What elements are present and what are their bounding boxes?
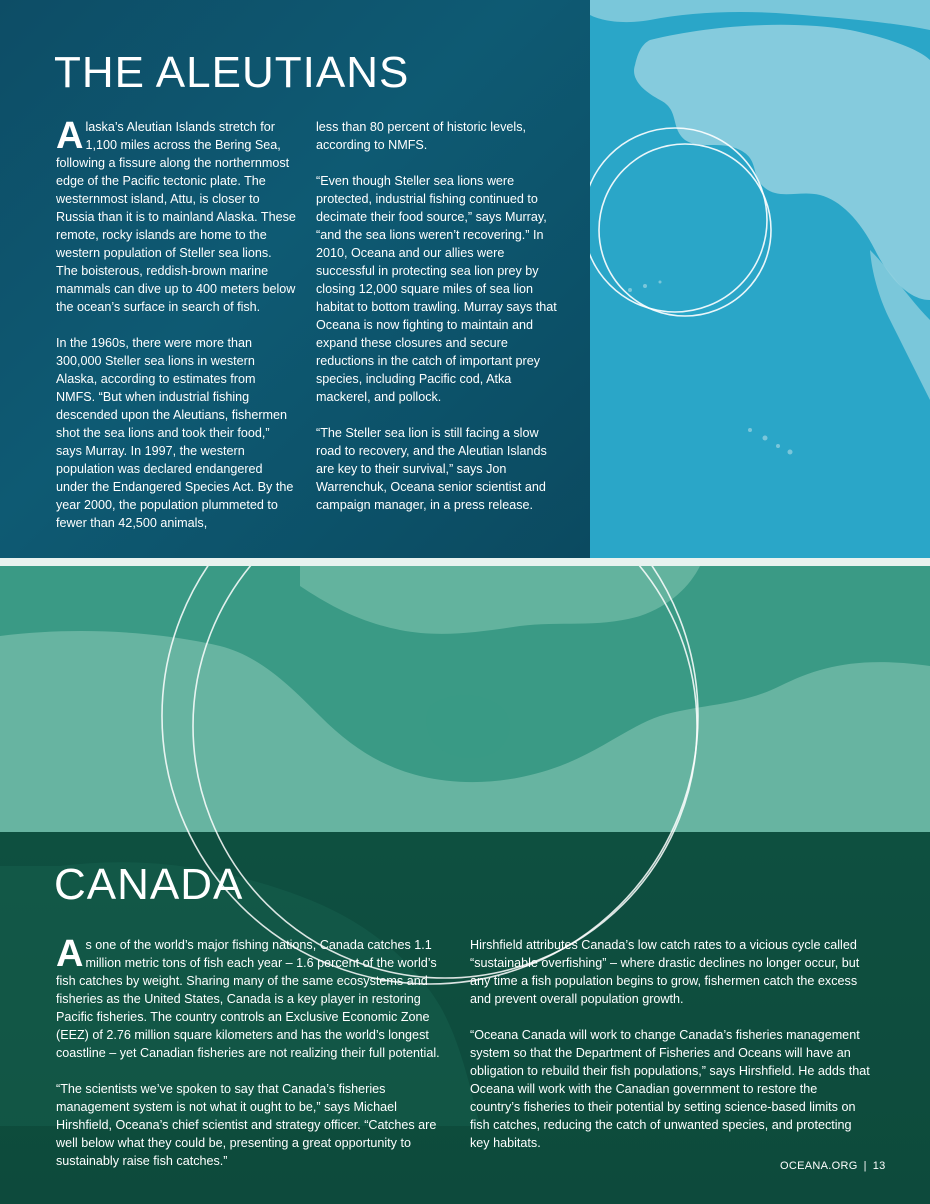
alaska-map-image: [590, 0, 930, 558]
aleutians-section: [0, 0, 930, 558]
aleutians-dropcap: A: [56, 115, 84, 157]
aleutians-paragraph-3: less than 80 percent of historic levels, according to NMFS.: [316, 120, 527, 152]
aleutians-paragraph-4: “Even though Steller sea lions were protected, industrial fishing continued to decimate their food source,” says Murray, “and the sea lions weren’t recovering.” In 2010, Oceana and our allies were successful in protecting sea lion prey by closing 12,000 square miles of sea lion habitat to bottom trawling. Murray says that Oceana is now fighting to maintain and expand these closures and secure reductions in the catch of important prey species, including Pacific cod, Atka mackerel, and pollock.: [316, 174, 557, 404]
canada-paragraph-1-text: s one of the world’s major fishing nations, Canada catches 1.1 million metric tons of fish each year – 1.6 percent of the world’s fish catches by weight. Sharing many of the same ecosystems and fisheries as the United States, Canada is a key player in restoring Pacific fisheries. The country controls an Exclusive Economic Zone (EEZ) of 2.76 million square kilometers and has the world’s longest coastline – yet Canadian fisheries are not realizing their full potential.: [56, 938, 440, 1060]
canada-paragraph-4: “Oceana Canada will work to change Canada’s fisheries management system so that the Department of Fisheries and Oceans will have an obligation to rebuild their fish populations,” says Hirshfield. He adds that Oceana will work with the Canadian government to restore the country’s fisheries to their potential by setting science-based limits on fish catches, reducing the catch of unwanted species, and protecting key habitats.: [470, 1028, 870, 1150]
canada-column-2: [470, 936, 870, 1170]
footer-separator: |: [863, 1160, 867, 1172]
aleutians-paragraph-2: In the 1960s, there were more than 300,000 Steller sea lions in western Alaska, according to estimates from NMFS. “But when industrial fishing descended upon the Aleutians, fishermen shot the sea lions and took their food,” says Murray. In 1997, the western population was declared endangered under the Endangered Species Act. By the year 2000, the population plummeted to fewer than 42,500 animals,: [56, 336, 294, 530]
aleutians-column-2: [316, 118, 566, 532]
canada-paragraph-3: Hirshfield attributes Canada’s low catch rates to a vicious cycle called “sustainable overfishing” – where drastic declines no longer occur, but any time a fish population begins to grow, fishermen catch the excess and prevent overall population growth.: [470, 938, 860, 1006]
aleutians-paragraph-1: [56, 115, 296, 316]
canada-paragraph-1: [56, 933, 456, 1062]
aleutians-column-1: [56, 115, 296, 550]
canada-title: CANADA: [54, 860, 244, 909]
canada-dropcap: A: [56, 933, 84, 975]
canada-column-1: [56, 933, 456, 1188]
canada-paragraph-2: “The scientists we’ve spoken to say that Canada’s fisheries management system is not what it ought to be,” says Michael Hirshfield, Oceana’s chief scientist and strategy officer. “Catches are well below what they could be, presenting a great opportunity to sustainably raise fish catches.”: [56, 1082, 437, 1168]
section-divider: [0, 558, 930, 566]
page-footer: [780, 1160, 886, 1172]
aleutians-title: THE ALEUTIANS: [54, 48, 410, 97]
footer-site-link[interactable]: OCEANA.ORG: [780, 1160, 858, 1172]
page-number: 13: [872, 1160, 886, 1172]
aleutians-paragraph-5: “The Steller sea lion is still facing a slow road to recovery, and the Aleutian Islands are key to their survival,” says Jon Warrenchuk, Oceana senior scientist and campaign manager, in a press release.: [316, 426, 547, 512]
aleutians-paragraph-1-text: laska’s Aleutian Islands stretch for 1,100 miles across the Bering Sea, following a fissure along the northernmost edge of the Pacific tectonic plate. The westernmost island, Attu, is closer to Russia than it is to mainland Alaska. These remote, rocky islands are home to the western population of Steller sea lions. The boisterous, reddish-brown marine mammals can dive up to 400 meters below the ocean’s surface in search of fish.: [56, 120, 296, 314]
